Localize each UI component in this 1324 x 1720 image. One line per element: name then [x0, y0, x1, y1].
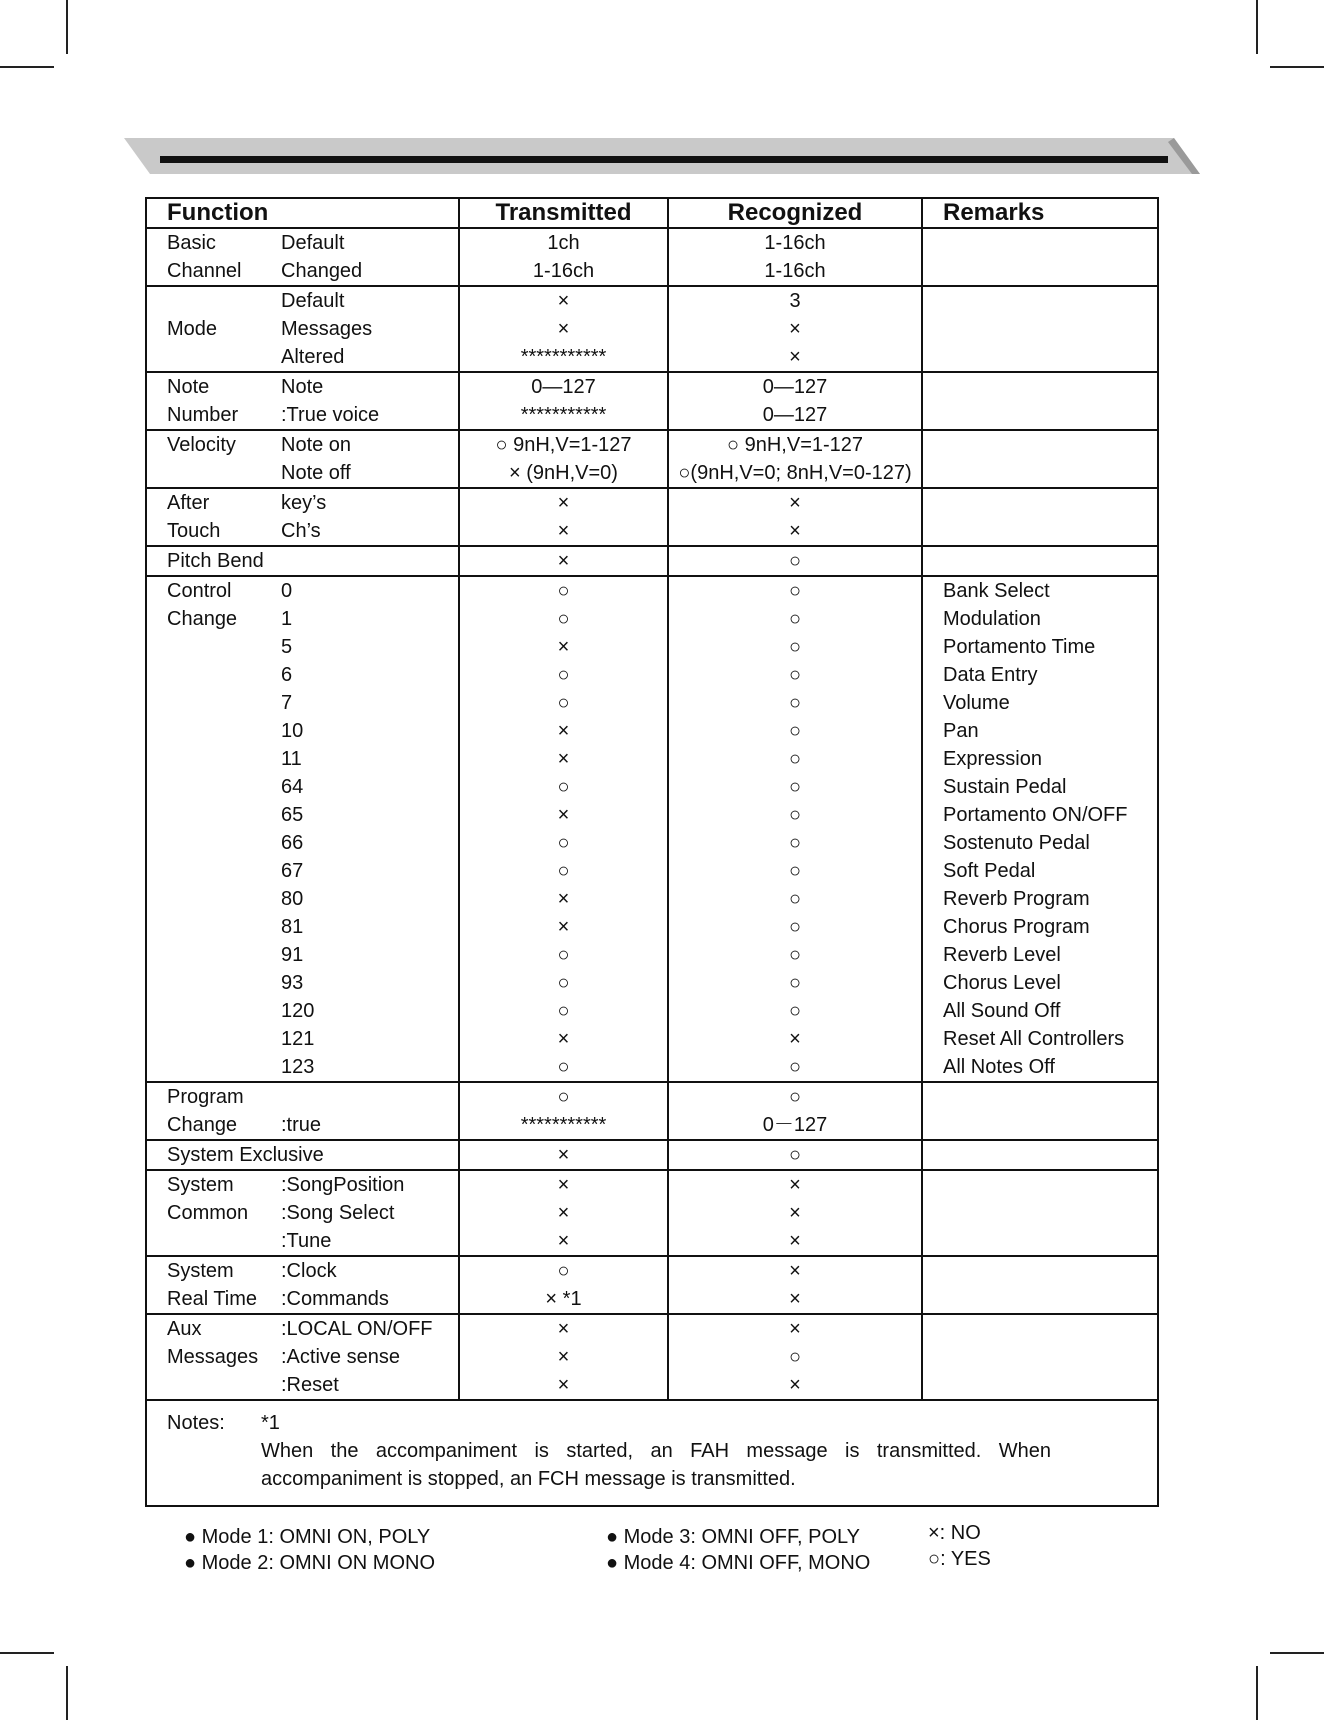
transmitted-cell — [459, 430, 668, 488]
function-sublabel: :Active sense — [281, 1346, 400, 1368]
function-cell — [146, 372, 459, 430]
recognized-value: ○ — [788, 1144, 802, 1166]
recognized-value: 0—127 — [762, 376, 828, 398]
function-sublabel — [281, 1083, 458, 1111]
remarks-value: Reset All Controllers — [943, 1028, 1125, 1050]
function-sublabel: 120 — [281, 1000, 315, 1022]
header-function: Function — [146, 198, 459, 228]
remarks-value: Volume — [943, 692, 1010, 714]
crop-mark — [0, 1652, 54, 1654]
function-label: Note — [167, 376, 210, 398]
transmitted-value: 1-16ch — [532, 260, 595, 282]
crop-mark — [1256, 1666, 1258, 1720]
transmitted-value: × — [557, 636, 570, 658]
remarks-cell — [922, 286, 1158, 372]
remarks-value: Portamento ON/OFF — [943, 804, 1128, 826]
function-label: Mode — [167, 318, 218, 340]
transmitted-value: ○ — [557, 1086, 570, 1108]
transmitted-value: × — [557, 888, 570, 910]
function-label — [167, 689, 281, 717]
symbol-legend — [928, 1520, 991, 1572]
remarks-value: Expression — [943, 748, 1042, 770]
function-sublabel: Note off — [281, 462, 351, 484]
recognized-value: × — [789, 520, 801, 542]
header-banner — [124, 138, 1200, 174]
midi-implementation-table — [145, 197, 1159, 1507]
section-realtime — [146, 1256, 1158, 1314]
function-label — [167, 633, 281, 661]
remarks-cell — [922, 430, 1158, 488]
remarks-cell — [922, 1082, 1158, 1140]
notes-row — [146, 1400, 1158, 1506]
transmitted-value: ○ — [557, 692, 570, 714]
remarks-value: Pan — [943, 720, 979, 742]
remarks-cell — [922, 1256, 1158, 1314]
function-label — [167, 829, 281, 857]
mode-item: ● Mode 3: OMNI OFF, POLY — [606, 1526, 860, 1548]
transmitted-value: ○ — [557, 860, 570, 882]
recognized-value: × — [789, 1174, 801, 1196]
transmitted-cell — [459, 286, 668, 372]
transmitted-value: × — [557, 492, 570, 514]
remarks-value — [943, 1315, 1157, 1343]
crop-mark — [66, 0, 68, 54]
transmitted-cell — [459, 546, 668, 576]
remarks-value: Sustain Pedal — [943, 776, 1067, 798]
transmitted-value: ○ — [557, 608, 570, 630]
function-cell — [146, 1140, 459, 1170]
crop-mark — [66, 1666, 68, 1720]
remarks-value: Data Entry — [943, 664, 1038, 686]
mode-item: ● Mode 1: OMNI ON, POLY — [184, 1526, 431, 1548]
recognized-value: ○ 9nH,V=1-127 — [726, 434, 864, 456]
recognized-value: ○ — [788, 972, 802, 994]
transmitted-value: × — [557, 1028, 570, 1050]
function-label — [167, 801, 281, 829]
remarks-value — [943, 1171, 1157, 1199]
transmitted-cell — [459, 1082, 668, 1140]
function-label: Basic — [167, 232, 216, 254]
remarks-value: Reverb Program — [943, 888, 1090, 910]
transmitted-value: × — [557, 1318, 570, 1340]
function-label: Number — [167, 404, 239, 426]
remarks-cell — [922, 372, 1158, 430]
transmitted-value: 0—127 — [531, 376, 596, 398]
section-mode — [146, 286, 1158, 372]
transmitted-value: × — [557, 1174, 570, 1196]
function-label: Velocity — [167, 434, 236, 456]
function-label — [167, 913, 281, 941]
function-sublabel: :Song Select — [281, 1202, 395, 1224]
section-syscommon — [146, 1170, 1158, 1256]
function-cell — [146, 1170, 459, 1256]
transmitted-cell — [459, 228, 668, 286]
remarks-value — [943, 401, 1157, 429]
function-label: Common — [167, 1202, 249, 1224]
function-sublabel: Note on — [281, 434, 352, 456]
function-label — [167, 717, 281, 745]
function-sublabel: key’s — [281, 492, 327, 514]
section-program — [146, 1082, 1158, 1140]
recognized-value: ○ — [788, 1086, 802, 1108]
recognized-value: 1-16ch — [764, 232, 826, 254]
remarks-value: Chorus Program — [943, 916, 1090, 938]
transmitted-value: ○ 9nH,V=1-127 — [495, 434, 632, 456]
recognized-value: × — [789, 1028, 801, 1050]
transmitted-value: × — [557, 290, 570, 312]
recognized-value: ○ — [788, 888, 802, 910]
function-sublabel: Default — [281, 232, 345, 254]
recognized-cell — [668, 286, 922, 372]
remarks-value — [943, 229, 1157, 257]
remarks-value — [943, 1083, 1157, 1111]
function-sublabel: 121 — [281, 1028, 315, 1050]
recognized-cell — [668, 1082, 922, 1140]
function-sublabel: :LOCAL ON/OFF — [281, 1318, 433, 1340]
section-note — [146, 372, 1158, 430]
function-label — [167, 1025, 281, 1053]
recognized-value: ○ — [788, 636, 802, 658]
function-label: Control — [167, 580, 232, 602]
remarks-value — [943, 1285, 1157, 1313]
remarks-value — [943, 1111, 1157, 1139]
recognized-value: 3 — [789, 290, 801, 312]
remarks-value — [943, 287, 1157, 315]
function-sublabel: Messages — [281, 318, 373, 340]
recognized-value: × — [789, 346, 801, 368]
section-cc — [146, 576, 1158, 1082]
crop-mark — [1270, 1652, 1324, 1654]
section-after — [146, 488, 1158, 546]
crop-mark — [1270, 66, 1324, 68]
function-sublabel: :Clock — [281, 1260, 337, 1282]
transmitted-value: ○ — [557, 664, 570, 686]
recognized-cell — [668, 1314, 922, 1400]
recognized-cell — [668, 488, 922, 546]
function-sublabel: :Reset — [281, 1374, 339, 1396]
remarks-value — [943, 343, 1157, 371]
function-cell — [146, 546, 459, 576]
transmitted-value: × — [557, 1346, 570, 1368]
recognized-value: × — [789, 1260, 801, 1282]
transmitted-value: × — [557, 318, 570, 340]
function-cell — [146, 286, 459, 372]
mode-list-2 — [606, 1524, 870, 1576]
recognized-cell — [668, 228, 922, 286]
remarks-value: Soft Pedal — [943, 860, 1036, 882]
recognized-value: ○ — [788, 1056, 802, 1078]
recognized-value: ○ — [788, 832, 802, 854]
function-sublabel: :Tune — [281, 1230, 332, 1252]
function-label: Touch — [167, 520, 221, 542]
function-sublabel — [264, 547, 458, 575]
function-label: Channel — [167, 260, 242, 282]
function-label — [167, 885, 281, 913]
transmitted-cell — [459, 1170, 668, 1256]
transmitted-cell — [459, 488, 668, 546]
function-label — [167, 1371, 281, 1399]
recognized-cell — [668, 430, 922, 488]
legend-no: ×: NO — [928, 1522, 981, 1544]
transmitted-value: ○ — [557, 832, 570, 854]
section-velocity — [146, 430, 1158, 488]
recognized-value: ○ — [788, 720, 802, 742]
recognized-value: 0—127 — [762, 404, 828, 426]
function-sublabel: 123 — [281, 1056, 315, 1078]
notes-marker: *1 — [261, 1412, 280, 1434]
recognized-value: ○ — [788, 1346, 802, 1368]
transmitted-value: ○ — [557, 972, 570, 994]
function-label — [167, 661, 281, 689]
function-cell — [146, 488, 459, 546]
recognized-cell — [668, 372, 922, 430]
recognized-cell — [668, 1170, 922, 1256]
transmitted-value: × — [557, 720, 570, 742]
section-pitch — [146, 546, 1158, 576]
function-label: System Exclusive — [167, 1144, 324, 1166]
notes-label: Notes: — [167, 1412, 225, 1434]
remarks-cell — [922, 228, 1158, 286]
recognized-value: ○ — [788, 580, 802, 602]
header-remarks: Remarks — [922, 198, 1158, 228]
function-sublabel: :True voice — [281, 404, 380, 426]
transmitted-value: *********** — [520, 346, 607, 368]
function-label: Change — [167, 608, 238, 630]
remarks-value — [943, 1343, 1157, 1371]
transmitted-value: × — [557, 1230, 570, 1252]
remarks-value — [943, 257, 1157, 285]
function-sublabel: 11 — [281, 748, 302, 770]
transmitted-cell — [459, 372, 668, 430]
recognized-value: ○ — [788, 550, 802, 572]
transmitted-value: *********** — [520, 404, 607, 426]
remarks-value: Reverb Level — [943, 944, 1061, 966]
function-sublabel: 93 — [281, 972, 304, 994]
transmitted-value: × (9nH,V=0) — [509, 462, 618, 484]
function-label: Real Time — [167, 1288, 258, 1310]
remarks-value — [943, 1199, 1157, 1227]
recognized-value: ○ — [788, 692, 802, 714]
recognized-cell — [668, 1140, 922, 1170]
crop-mark — [1256, 0, 1258, 54]
remarks-value — [943, 489, 1157, 517]
recognized-value: 1-16ch — [764, 260, 826, 282]
function-sublabel — [324, 1141, 458, 1169]
transmitted-value: ○ — [557, 1056, 570, 1078]
function-label: Messages — [167, 1346, 259, 1368]
transmitted-value: 1ch — [547, 232, 580, 254]
legend-yes: ○: YES — [928, 1548, 991, 1570]
section-basic — [146, 228, 1158, 286]
function-label: Aux — [167, 1318, 202, 1340]
transmitted-value: × — [557, 804, 570, 826]
function-label: Pitch Bend — [167, 550, 264, 572]
section-aux — [146, 1314, 1158, 1400]
function-label: After — [167, 492, 210, 514]
recognized-value: ○ — [788, 1000, 802, 1022]
function-cell — [146, 430, 459, 488]
recognized-cell — [668, 576, 922, 1082]
mode-item: ● Mode 2: OMNI ON MONO — [184, 1552, 436, 1574]
remarks-value: All Notes Off — [943, 1056, 1055, 1078]
function-sublabel: :SongPosition — [281, 1174, 405, 1196]
remarks-value — [943, 459, 1157, 487]
remarks-cell — [922, 546, 1158, 576]
recognized-value: × — [789, 492, 801, 514]
function-cell — [146, 1082, 459, 1140]
function-label — [167, 1227, 281, 1255]
remarks-value — [943, 1257, 1157, 1285]
function-sublabel: 1 — [281, 608, 293, 630]
function-cell — [146, 1256, 459, 1314]
transmitted-cell — [459, 1256, 668, 1314]
remarks-cell — [922, 1140, 1158, 1170]
transmitted-value: × — [557, 748, 570, 770]
transmitted-value: ○ — [557, 944, 570, 966]
function-sublabel: 10 — [281, 720, 304, 742]
recognized-value: × — [789, 1202, 801, 1224]
table-header — [146, 198, 1158, 228]
transmitted-value: × *1 — [545, 1288, 582, 1310]
transmitted-value: × — [557, 1144, 570, 1166]
function-sublabel: 80 — [281, 888, 304, 910]
function-sublabel: Altered — [281, 346, 345, 368]
remarks-value — [943, 517, 1157, 545]
recognized-value: ○ — [788, 748, 802, 770]
crop-mark — [0, 66, 54, 68]
transmitted-value: ○ — [557, 776, 570, 798]
function-label — [167, 1053, 281, 1081]
function-label: System — [167, 1260, 234, 1282]
function-label — [167, 745, 281, 773]
function-label — [167, 997, 281, 1025]
function-sublabel: 65 — [281, 804, 304, 826]
remarks-value: Chorus Level — [943, 972, 1061, 994]
function-sublabel: 81 — [281, 916, 304, 938]
transmitted-value: × — [557, 916, 570, 938]
recognized-value: ○ — [788, 608, 802, 630]
transmitted-value: ○ — [557, 1000, 570, 1022]
recognized-cell — [668, 1256, 922, 1314]
transmitted-value: *********** — [520, 1114, 607, 1136]
section-sysex — [146, 1140, 1158, 1170]
function-cell — [146, 228, 459, 286]
remarks-value — [943, 373, 1157, 401]
remarks-cell — [922, 1170, 1158, 1256]
remarks-value — [943, 1141, 1157, 1169]
function-sublabel: Default — [281, 290, 345, 312]
function-label — [167, 343, 281, 371]
recognized-value: ○ — [788, 916, 802, 938]
recognized-value: 0－127 — [762, 1114, 828, 1136]
recognized-value: × — [789, 318, 801, 340]
remarks-value — [943, 1371, 1157, 1399]
recognized-value: ○ — [788, 664, 802, 686]
recognized-value: ○ — [788, 944, 802, 966]
mode-item: ● Mode 4: OMNI OFF, MONO — [606, 1552, 871, 1574]
recognized-value: ○(9nH,V=0; 8nH,V=0-127) — [678, 462, 912, 484]
function-sublabel: 5 — [281, 636, 293, 658]
transmitted-value: × — [557, 520, 570, 542]
transmitted-value: × — [557, 1202, 570, 1224]
recognized-value: × — [789, 1288, 801, 1310]
function-sublabel: 66 — [281, 832, 304, 854]
remarks-cell — [922, 488, 1158, 546]
function-label — [167, 857, 281, 885]
recognized-value: ○ — [788, 860, 802, 882]
mode-list-1 — [184, 1524, 435, 1576]
function-sublabel: 0 — [281, 580, 293, 602]
function-label — [167, 459, 281, 487]
recognized-value: × — [789, 1318, 801, 1340]
transmitted-cell — [459, 1140, 668, 1170]
remarks-cell — [922, 576, 1158, 1082]
transmitted-cell — [459, 1314, 668, 1400]
remarks-value: All Sound Off — [943, 1000, 1061, 1022]
remarks-value: Sostenuto Pedal — [943, 832, 1090, 854]
function-sublabel: 91 — [281, 944, 304, 966]
remarks-value — [943, 547, 1157, 575]
header-transmitted: Transmitted — [459, 198, 668, 228]
remarks-value — [943, 315, 1157, 343]
function-label — [167, 287, 281, 315]
function-label — [167, 773, 281, 801]
function-sublabel: Changed — [281, 260, 363, 282]
remarks-value: Portamento Time — [943, 636, 1096, 658]
function-label: System — [167, 1174, 234, 1196]
function-cell — [146, 1314, 459, 1400]
function-sublabel: 7 — [281, 692, 293, 714]
remarks-value: Bank Select — [943, 580, 1050, 602]
function-cell — [146, 576, 459, 1082]
recognized-value: × — [789, 1230, 801, 1252]
function-sublabel: Note — [281, 376, 324, 398]
function-label: Program — [167, 1086, 244, 1108]
notes-text: When the accompaniment is started, an FAH message is transmitted. When accompaniment is stopped, an FCH message is transmitted. — [261, 1440, 1051, 1490]
function-sublabel: 67 — [281, 860, 304, 882]
function-label: Change — [167, 1114, 238, 1136]
function-label — [167, 969, 281, 997]
remarks-value — [943, 431, 1157, 459]
recognized-value: ○ — [788, 776, 802, 798]
transmitted-value: ○ — [557, 580, 570, 602]
recognized-value: ○ — [788, 804, 802, 826]
header-recognized: Recognized — [668, 198, 922, 228]
remarks-value: Modulation — [943, 608, 1041, 630]
function-sublabel: Ch’s — [281, 520, 321, 542]
function-sublabel: 64 — [281, 776, 304, 798]
function-sublabel: :true — [281, 1114, 322, 1136]
transmitted-value: × — [557, 1374, 570, 1396]
remarks-cell — [922, 1314, 1158, 1400]
recognized-value: × — [789, 1374, 801, 1396]
transmitted-value: ○ — [557, 1260, 570, 1282]
recognized-cell — [668, 546, 922, 576]
remarks-value — [943, 1227, 1157, 1255]
transmitted-cell — [459, 576, 668, 1082]
function-label — [167, 941, 281, 969]
function-sublabel: 6 — [281, 664, 293, 686]
function-sublabel: :Commands — [281, 1288, 389, 1310]
transmitted-value: × — [557, 550, 570, 572]
